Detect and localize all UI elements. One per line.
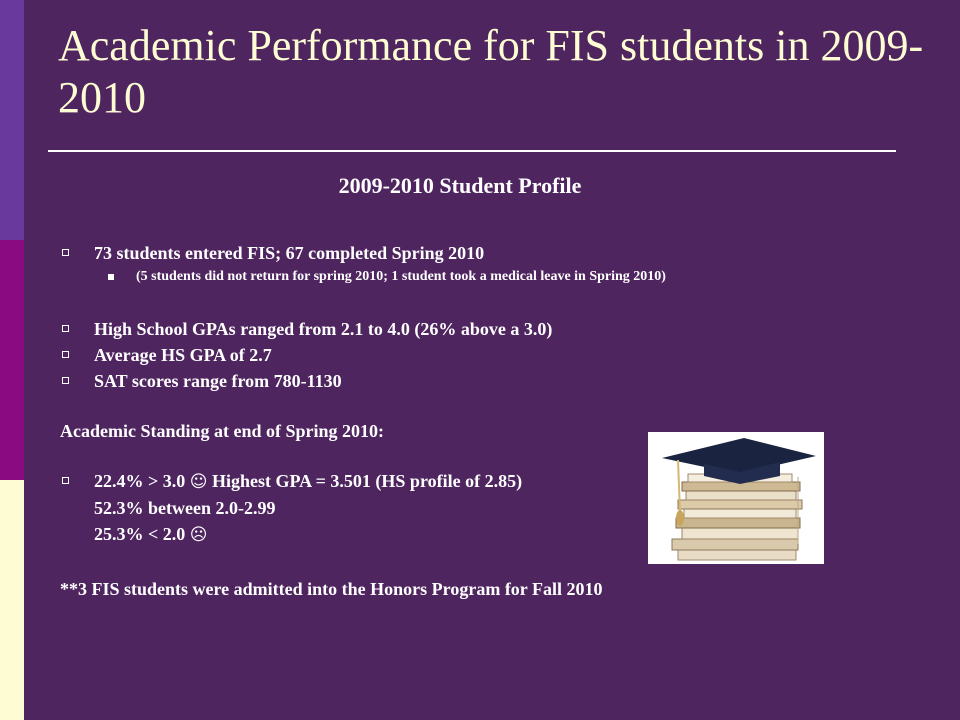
square-bullet-icon <box>62 377 69 384</box>
bullet-hs-gpa-range <box>60 316 920 342</box>
standing-heading: Academic Standing at end of Spring 2010: <box>60 421 385 441</box>
slide-subtitle: 2009-2010 Student Profile <box>338 173 582 198</box>
decor-strip-middle <box>0 240 24 480</box>
square-bullet-icon <box>62 325 69 332</box>
honors-note: **3 FIS students were admitted into the Honors Program for Fall 2010 <box>60 579 603 599</box>
standing-line1: 22.4% > 3.0 <box>94 471 186 491</box>
bullet-hs-gpa-range-text: High School GPAs ranged from 2.1 to 4.0 (26% above a 3.0) <box>94 319 553 339</box>
slide-title: Academic Performance for FIS students in 2009-2010 <box>58 21 924 122</box>
square-bullet-icon <box>62 477 69 484</box>
square-bullet-icon <box>62 351 69 358</box>
decor-strip-top <box>0 0 24 240</box>
bullet-enrollment-text: 73 students entered FIS; 67 completed Spring 2010 <box>94 243 485 263</box>
standing-line1-rest: Highest GPA = 3.501 (HS profile of 2.85) <box>212 471 523 491</box>
filled-square-bullet-icon <box>108 274 114 280</box>
bullet-average-gpa <box>60 342 920 368</box>
smile-icon: ☺ <box>189 472 208 492</box>
bullet-sat-range <box>60 368 920 394</box>
bullet-average-gpa-text: Average HS GPA of 2.7 <box>94 345 272 365</box>
square-bullet-icon <box>62 249 69 256</box>
title-divider <box>48 150 896 152</box>
standing-line2: 52.3% between 2.0-2.99 <box>94 498 276 518</box>
decor-strip-bottom <box>0 480 24 720</box>
graduation-cap-books-icon <box>648 432 824 564</box>
frown-icon: ☹ <box>189 525 208 545</box>
sub-bullet-note-text: (5 students did not return for spring 2010; 1 student took a medical leave in Spring 2010) <box>136 269 666 284</box>
bullet-sat-range-text: SAT scores range from 780-1130 <box>94 371 342 391</box>
standing-line3: 25.3% < 2.0 <box>94 524 186 544</box>
bullet-enrollment <box>60 240 920 266</box>
sub-bullet-note <box>60 266 920 288</box>
